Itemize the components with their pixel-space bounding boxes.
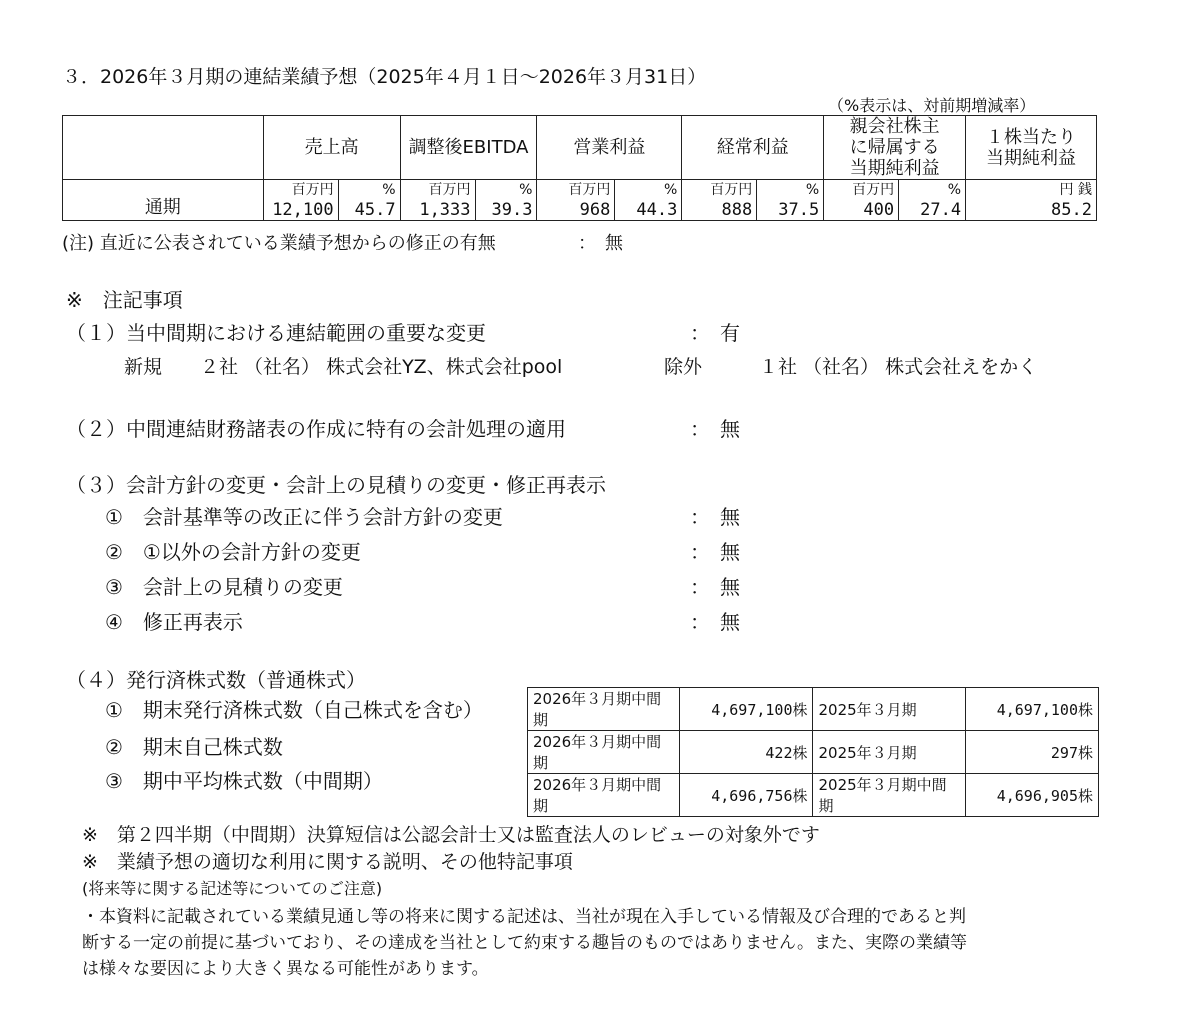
value-ebitda-pct: 39.3 bbox=[475, 198, 537, 221]
unit-million: 百万円 bbox=[263, 180, 338, 199]
footer-line-2: ※ 業績予想の適切な利用に関する説明、その他特記事項 bbox=[82, 851, 573, 873]
value-eps: 85.2 bbox=[966, 198, 1097, 221]
table-row bbox=[528, 731, 1099, 774]
footer-paragraph-2: 断する一定の前提に基づいており、その達成を当社として約束する趣旨のものではありません。また、実際の業績等 bbox=[82, 933, 968, 953]
unit-million: 百万円 bbox=[824, 180, 899, 199]
period-cell: 2026年３月期中間期 bbox=[528, 774, 680, 817]
value-operating-income-pct: 44.3 bbox=[615, 198, 682, 221]
revision-value: ： 無 bbox=[578, 233, 623, 254]
footer-line-3: (将来等に関する記述等についてのご注意) bbox=[82, 879, 383, 898]
unit-million: 百万円 bbox=[400, 180, 475, 199]
value-operating-income: 968 bbox=[537, 198, 615, 221]
forecast-table bbox=[62, 115, 1097, 221]
shares-value-cell: 297株 bbox=[966, 731, 1099, 774]
item3-sub-1-label: ① 会計基準等の改正に伴う会計方針の変更 bbox=[105, 505, 503, 529]
item2-label: （２）中間連結財務諸表の作成に特有の会計処理の適用 bbox=[66, 417, 566, 441]
item3-sub-3-label: ③ 会計上の見積りの変更 bbox=[105, 575, 343, 599]
value-sales-pct: 45.7 bbox=[338, 198, 400, 221]
header-operating-income: 営業利益 bbox=[537, 116, 682, 180]
unit-million: 百万円 bbox=[537, 180, 615, 199]
item3-sub-3-value: ： 無 bbox=[690, 575, 740, 599]
item3-label: （３）会計方針の変更・会計上の見積りの変更・修正再表示 bbox=[66, 473, 606, 497]
footer-line-1: ※ 第２四半期（中間期）決算短信は公認会計士又は監査法人のレビューの対象外です bbox=[82, 824, 820, 846]
table-row bbox=[528, 688, 1099, 731]
period-cell: 2026年３月期中間期 bbox=[528, 688, 680, 731]
value-ebitda: 1,333 bbox=[400, 198, 475, 221]
item1-value: ： 有 bbox=[690, 321, 740, 345]
shares-value-cell: 422株 bbox=[679, 731, 813, 774]
shares-value-cell: 4,696,756株 bbox=[679, 774, 813, 817]
item1-removed: 除外 １社 （社名） 株式会社えをかく bbox=[664, 356, 1038, 378]
header-ordinary-income: 経常利益 bbox=[682, 116, 824, 180]
item2-value: ： 無 bbox=[690, 417, 740, 441]
value-net-income: 400 bbox=[824, 198, 899, 221]
table-row bbox=[528, 774, 1099, 817]
footer-paragraph-1: ・本資料に記載されている業績見通し等の将来に関する記述は、当社が現在入手している情報及び合理的であると判 bbox=[82, 907, 966, 927]
header-eps: １株当たり 当期純利益 bbox=[966, 116, 1097, 180]
header-sales: 売上高 bbox=[263, 116, 400, 180]
unit-pct: % bbox=[899, 180, 966, 199]
value-ordinary-income: 888 bbox=[682, 198, 757, 221]
value-sales: 12,100 bbox=[263, 198, 338, 221]
value-net-income-pct: 27.4 bbox=[899, 198, 966, 221]
shares-table bbox=[527, 687, 1099, 817]
item3-sub-4-value: ： 無 bbox=[690, 610, 740, 634]
shares-value-cell: 4,697,100株 bbox=[966, 688, 1099, 731]
unit-pct: % bbox=[475, 180, 537, 199]
shares-value-cell: 4,697,100株 bbox=[679, 688, 813, 731]
period-cell: 2025年３月期 bbox=[813, 731, 966, 774]
row-label-full-year: 通期 bbox=[63, 180, 264, 221]
period-cell: 2026年３月期中間期 bbox=[528, 731, 680, 774]
value-ordinary-income-pct: 37.5 bbox=[757, 198, 824, 221]
footer-paragraph-3: は様々な要因により大きく異なる可能性があります。 bbox=[82, 959, 489, 979]
item4-sub-2-label: ② 期末自己株式数 bbox=[105, 735, 283, 759]
item1-new: 新規 ２社 （社名） 株式会社YZ、株式会社pool bbox=[124, 356, 563, 378]
notes-title: ※ 注記事項 bbox=[66, 288, 183, 312]
unit-pct: % bbox=[615, 180, 682, 199]
item4-label: （４）発行済株式数（普通株式） bbox=[66, 668, 366, 692]
section-title: ３．2026年３月期の連結業績予想（2025年４月１日～2026年３月31日） bbox=[62, 66, 707, 88]
shares-value-cell: 4,696,905株 bbox=[966, 774, 1099, 817]
period-cell: 2025年３月期 bbox=[813, 688, 966, 731]
item3-sub-4-label: ④ 修正再表示 bbox=[105, 610, 243, 634]
header-ebitda: 調整後EBITDA bbox=[400, 116, 537, 180]
item3-sub-1-value: ： 無 bbox=[690, 505, 740, 529]
item4-sub-1-label: ① 期末発行済株式数（自己株式を含む） bbox=[105, 698, 483, 722]
unit-pct: % bbox=[757, 180, 824, 199]
header-net-income: 親会社株主 に帰属する 当期純利益 bbox=[824, 116, 966, 180]
unit-million: 百万円 bbox=[682, 180, 757, 199]
period-cell: 2025年３月期中間期 bbox=[813, 774, 966, 817]
unit-yen: 円 銭 bbox=[966, 180, 1097, 199]
item1-label: （１）当中間期における連結範囲の重要な変更 bbox=[66, 321, 486, 345]
unit-pct: % bbox=[338, 180, 400, 199]
item4-sub-3-label: ③ 期中平均株式数（中間期） bbox=[105, 769, 383, 793]
revision-note: (注) 直近に公表されている業績予想からの修正の有無 bbox=[62, 233, 496, 254]
item3-sub-2-label: ② ①以外の会計方針の変更 bbox=[105, 540, 361, 564]
percent-note: （%表示は、対前期増減率） bbox=[828, 96, 1036, 115]
corner-cell bbox=[63, 116, 264, 180]
item3-sub-2-value: ： 無 bbox=[690, 540, 740, 564]
